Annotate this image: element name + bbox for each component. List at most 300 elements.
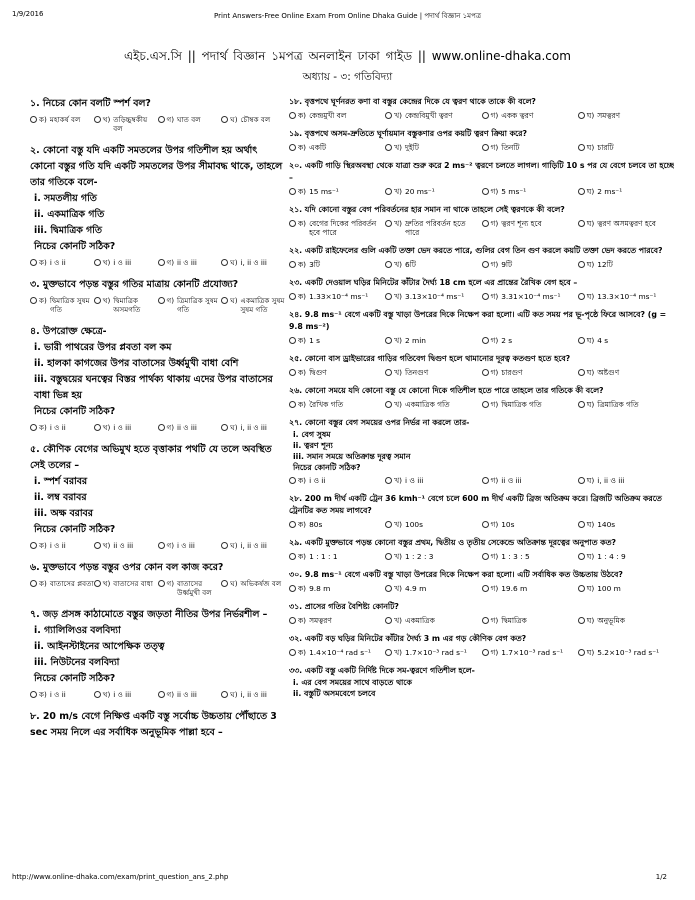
answer-option[interactable] [289, 260, 385, 269]
option-text: তিনগুণ [405, 368, 429, 377]
radio-button[interactable] [289, 369, 296, 376]
option-letter: খ) [394, 219, 402, 228]
answer-option[interactable] [94, 579, 158, 597]
radio-button[interactable] [578, 261, 585, 268]
radio-button[interactable] [289, 112, 296, 119]
answer-option[interactable] [289, 336, 385, 345]
question-text: ২০. একটি গাড়ি স্থিরঅবস্থা থেকে যাত্রা শুরু করে 2 ms⁻² ত্বরণে চলতে লাগল। গাড়িটি 10 s পর যে বেগে চলবে তা হচ্ছে – [289, 161, 674, 182]
answer-option[interactable] [289, 187, 385, 196]
answer-option[interactable] [578, 187, 674, 196]
answer-option[interactable] [289, 219, 385, 237]
answer-option[interactable] [385, 648, 481, 657]
answer-option[interactable] [221, 541, 285, 550]
radio-button[interactable] [221, 542, 228, 549]
answer-option[interactable] [158, 579, 222, 597]
option-letter: গ) [490, 187, 499, 196]
radio-button[interactable] [289, 261, 296, 268]
option-text: i ও ii [49, 541, 66, 550]
answer-option[interactable] [158, 258, 222, 267]
option-letter: ক) [39, 115, 47, 124]
radio-button[interactable] [289, 144, 296, 151]
option-letter: ক) [39, 541, 47, 550]
radio-button[interactable] [482, 617, 489, 624]
answer-option[interactable] [482, 584, 578, 593]
answer-option[interactable] [482, 336, 578, 345]
radio-button[interactable] [30, 297, 37, 304]
option-text: ত্বরণ অসমত্বরণ হবে [597, 219, 656, 228]
statement: i. ভারী পাথরের উপর প্লবতা বল কম [34, 342, 172, 353]
question [289, 385, 674, 409]
radio-button[interactable] [578, 144, 585, 151]
radio-button[interactable] [221, 691, 228, 698]
radio-button[interactable] [578, 521, 585, 528]
option-row [289, 552, 674, 561]
answer-option[interactable] [482, 368, 578, 377]
radio-button[interactable] [385, 337, 392, 344]
question-text: ৪. উপরোক্ত ক্ষেত্রে- [30, 326, 107, 337]
option-text: i ও iii [113, 690, 132, 699]
option-letter: গ) [166, 258, 175, 267]
radio-button[interactable] [578, 293, 585, 300]
answer-option[interactable] [578, 336, 674, 345]
radio-button[interactable] [578, 188, 585, 195]
radio-button[interactable] [578, 112, 585, 119]
answer-option[interactable] [482, 476, 578, 485]
option-letter: ক) [39, 296, 47, 305]
answer-option[interactable] [289, 520, 385, 529]
option-row [289, 584, 674, 593]
radio-button[interactable] [385, 553, 392, 560]
answer-option[interactable] [578, 400, 674, 409]
question-text: ১. নিচের কোন বলটি স্পর্শ বল? [30, 98, 151, 109]
radio-button[interactable] [289, 401, 296, 408]
answer-option[interactable] [385, 292, 481, 301]
radio-button[interactable] [578, 553, 585, 560]
radio-button[interactable] [385, 401, 392, 408]
answer-option[interactable] [289, 368, 385, 377]
option-text: 9.8 m [309, 584, 331, 593]
question-text: ৩১. প্রাসের গতির বৈশিষ্ট্য কোনটি? [289, 602, 399, 611]
option-letter: খ) [102, 579, 111, 588]
option-text: ii ও iii [177, 258, 197, 267]
radio-button[interactable] [289, 521, 296, 528]
answer-option[interactable] [94, 423, 158, 432]
answer-option[interactable] [289, 400, 385, 409]
radio-button[interactable] [221, 580, 228, 587]
radio-button[interactable] [482, 144, 489, 151]
answer-option[interactable] [385, 368, 481, 377]
answer-option[interactable] [578, 520, 674, 529]
option-letter: ঘ) [586, 260, 595, 269]
radio-button[interactable] [158, 691, 165, 698]
option-letter: ঘ) [586, 520, 595, 529]
answer-option[interactable] [221, 115, 285, 133]
answer-option[interactable] [482, 616, 578, 625]
radio-button[interactable] [94, 691, 101, 698]
statement: i. স্পর্শ বরাবর [34, 476, 88, 487]
answer-option[interactable] [578, 648, 674, 657]
option-text: ii ও iii [501, 476, 522, 485]
answer-option[interactable] [221, 296, 285, 314]
option-text: বাতাসের উর্ধ্বমুখী বল [177, 579, 212, 597]
statement: নিচের কোনটি সঠিক? [34, 524, 116, 535]
answer-option[interactable] [94, 541, 158, 550]
option-letter: ঘ) [230, 690, 238, 699]
question [30, 709, 285, 741]
option-letter: খ) [394, 260, 402, 269]
answer-option[interactable] [482, 187, 578, 196]
option-text: একমাত্রিক গতি [405, 400, 450, 409]
radio-button[interactable] [482, 369, 489, 376]
answer-option[interactable] [289, 143, 385, 152]
option-row [30, 296, 285, 314]
radio-button[interactable] [578, 369, 585, 376]
question [289, 277, 674, 301]
radio-button[interactable] [482, 261, 489, 268]
option-text: 15 ms⁻¹ [309, 187, 339, 196]
answer-option[interactable] [578, 219, 674, 237]
question [30, 442, 285, 550]
radio-button[interactable] [385, 521, 392, 528]
answer-option[interactable] [578, 616, 674, 625]
option-letter: ঘ) [586, 552, 595, 561]
question-text: ৮. 20 m/s বেগে নিক্ষিপ্ত একটি বস্তু সর্বোচ্চ উচ্চতায় পৌঁছাতে 3 sec সময় নিলে এর সর্বাধিক অনুভূমিক পাল্লা হবে – [30, 711, 277, 738]
option-letter: খ) [394, 648, 402, 657]
answer-option[interactable] [289, 552, 385, 561]
answer-option[interactable] [289, 584, 385, 593]
option-text: i, ii ও iii [240, 690, 267, 699]
answer-option[interactable] [385, 143, 481, 152]
answer-option[interactable] [482, 111, 578, 120]
answer-option[interactable] [578, 143, 674, 152]
option-letter: ক) [298, 336, 307, 345]
radio-button[interactable] [385, 261, 392, 268]
option-letter: ঘ) [586, 187, 595, 196]
radio-button[interactable] [289, 553, 296, 560]
answer-option[interactable] [578, 552, 674, 561]
answer-option[interactable] [578, 368, 674, 377]
option-text: চারটি [597, 143, 614, 152]
answer-option[interactable] [30, 258, 94, 267]
option-text: তড়িচ্চুম্বকীয় বল [113, 115, 148, 133]
radio-button[interactable] [158, 297, 165, 304]
answer-option[interactable] [482, 552, 578, 561]
radio-button[interactable] [158, 424, 165, 431]
radio-button[interactable] [385, 477, 392, 484]
question [289, 417, 674, 485]
option-text: 19.6 m [501, 584, 528, 593]
answer-option[interactable] [30, 541, 94, 550]
option-row [30, 541, 285, 550]
answer-option[interactable] [482, 143, 578, 152]
radio-button[interactable] [385, 649, 392, 656]
option-letter: ক) [298, 292, 307, 301]
question [289, 537, 674, 561]
radio-button[interactable] [482, 220, 489, 227]
answer-option[interactable] [289, 111, 385, 120]
option-letter: ক) [298, 520, 307, 529]
answer-option[interactable] [385, 476, 481, 485]
option-text: একমাত্রিক [405, 616, 435, 625]
print-url: http://www.online-dhaka.com/exam/print_question_ans_2.php [12, 873, 229, 881]
radio-button[interactable] [385, 293, 392, 300]
option-text: কেন্দ্রমুখী বল [309, 111, 347, 120]
radio-button[interactable] [221, 259, 228, 266]
option-row [289, 400, 674, 409]
radio-button[interactable] [94, 297, 101, 304]
radio-button[interactable] [385, 369, 392, 376]
radio-button[interactable] [578, 337, 585, 344]
answer-option[interactable] [221, 258, 285, 267]
option-letter: খ) [102, 258, 111, 267]
option-letter: গ) [490, 336, 499, 345]
answer-option[interactable] [385, 552, 481, 561]
radio-button[interactable] [385, 617, 392, 624]
option-text: দ্বিমাত্রিক [501, 616, 527, 625]
radio-button[interactable] [482, 188, 489, 195]
radio-button[interactable] [158, 259, 165, 266]
answer-option[interactable] [30, 296, 94, 314]
radio-button[interactable] [385, 112, 392, 119]
radio-button[interactable] [578, 617, 585, 624]
radio-button[interactable] [94, 424, 101, 431]
option-letter: ক) [298, 368, 307, 377]
radio-button[interactable] [289, 617, 296, 624]
radio-button[interactable] [94, 580, 101, 587]
option-letter: ক) [298, 400, 307, 409]
option-letter: ঘ) [586, 616, 595, 625]
radio-button[interactable] [482, 521, 489, 528]
option-letter: ঘ) [230, 258, 238, 267]
answer-option[interactable] [482, 648, 578, 657]
option-text: i ও ii [49, 258, 66, 267]
radio-button[interactable] [385, 585, 392, 592]
answer-option[interactable] [289, 648, 385, 657]
answer-option[interactable] [158, 115, 222, 133]
option-row [30, 115, 285, 133]
radio-button[interactable] [30, 580, 37, 587]
answer-option[interactable] [30, 690, 94, 699]
radio-button[interactable] [30, 691, 37, 698]
radio-button[interactable] [578, 649, 585, 656]
answer-option[interactable] [385, 260, 481, 269]
option-letter: গ) [490, 648, 499, 657]
radio-button[interactable] [482, 293, 489, 300]
option-text: তিনটি [501, 143, 520, 152]
option-letter: ঘ) [586, 584, 595, 593]
answer-option[interactable] [385, 520, 481, 529]
answer-option[interactable] [578, 260, 674, 269]
radio-button[interactable] [94, 542, 101, 549]
option-text: অনুভূমিক [597, 616, 625, 625]
radio-button[interactable] [385, 144, 392, 151]
radio-button[interactable] [385, 220, 392, 227]
option-text: সমত্বরণ [309, 616, 332, 625]
radio-button[interactable] [482, 649, 489, 656]
radio-button[interactable] [30, 116, 37, 123]
statement-list [289, 677, 674, 699]
option-text: i ও ii [309, 476, 326, 485]
option-text: i ও ii [49, 690, 66, 699]
radio-button[interactable] [482, 585, 489, 592]
option-text: i ও iii [113, 258, 132, 267]
question [289, 569, 674, 593]
answer-option[interactable] [578, 584, 674, 593]
option-text: 1.7×10⁻³ rad s⁻¹ [501, 648, 564, 657]
radio-button[interactable] [289, 220, 296, 227]
answer-option[interactable] [482, 219, 578, 237]
radio-button[interactable] [289, 649, 296, 656]
answer-option[interactable] [289, 292, 385, 301]
option-text: 1.33×10⁻⁴ ms⁻¹ [309, 292, 369, 301]
option-letter: ঘ) [586, 111, 595, 120]
radio-button[interactable] [482, 112, 489, 119]
answer-option[interactable] [482, 400, 578, 409]
answer-option[interactable] [482, 292, 578, 301]
option-row [30, 423, 285, 432]
answer-option[interactable] [482, 520, 578, 529]
question-text: ১৮. বৃত্তপথে ঘূর্ণনরত কণা বা বস্তুর কেন্দ্রের দিকে যে ত্বরণ থাকে তাকে কী বলে? [289, 97, 536, 106]
answer-option[interactable] [578, 111, 674, 120]
answer-option[interactable] [221, 690, 285, 699]
option-letter: গ) [166, 423, 175, 432]
option-text: 5 ms⁻¹ [501, 187, 527, 196]
option-letter: খ) [102, 541, 111, 550]
answer-option[interactable] [385, 400, 481, 409]
answer-option[interactable] [221, 579, 285, 597]
option-letter: খ) [102, 690, 111, 699]
radio-button[interactable] [30, 424, 37, 431]
radio-button[interactable] [30, 542, 37, 549]
answer-option[interactable] [385, 187, 481, 196]
radio-button[interactable] [289, 337, 296, 344]
statement: ii. একমাত্রিক গতি [34, 209, 105, 220]
radio-button[interactable] [221, 116, 228, 123]
answer-option[interactable] [385, 336, 481, 345]
option-text: ii ও iii [177, 423, 197, 432]
option-letter: ক) [298, 584, 307, 593]
radio-button[interactable] [158, 542, 165, 549]
option-text: 1 : 1 : 1 [309, 552, 338, 561]
radio-button[interactable] [94, 259, 101, 266]
chapter-title: অধ্যায় - ৩: গতিবিদ্যা [302, 71, 393, 83]
answer-option[interactable] [94, 690, 158, 699]
option-row [289, 219, 674, 237]
answer-option[interactable] [385, 219, 481, 237]
answer-option[interactable] [30, 115, 94, 133]
option-letter: খ) [394, 368, 402, 377]
radio-button[interactable] [94, 116, 101, 123]
option-text: i, ii ও iii [240, 423, 267, 432]
radio-button[interactable] [221, 297, 228, 304]
radio-button[interactable] [158, 580, 165, 587]
radio-button[interactable] [578, 477, 585, 484]
statement: নিচের কোনটি সঠিক? [34, 406, 116, 417]
answer-option[interactable] [158, 690, 222, 699]
option-letter: ঘ) [586, 648, 595, 657]
radio-button[interactable] [482, 337, 489, 344]
option-text: 1 s [309, 336, 320, 345]
option-text: বাতাসের বাধা [113, 579, 153, 588]
question [289, 633, 674, 657]
statement: ii. বস্তুটি অসমবেগে চলবে [293, 689, 376, 698]
option-text: ঘাত বল [177, 115, 201, 124]
radio-button[interactable] [289, 293, 296, 300]
option-letter: খ) [394, 292, 402, 301]
answer-option[interactable] [158, 423, 222, 432]
right-question-column [289, 96, 674, 871]
question-text: ৭. জড় প্রসঙ্গ কাঠামোতে বস্তুর জড়তা নীতির উপর নির্ভরশীল – [30, 609, 268, 620]
option-row [30, 690, 285, 699]
radio-button[interactable] [289, 188, 296, 195]
answer-option[interactable] [578, 292, 674, 301]
answer-option[interactable] [94, 115, 158, 133]
answer-option[interactable] [30, 423, 94, 432]
radio-button[interactable] [30, 259, 37, 266]
option-letter: ক) [39, 690, 47, 699]
radio-button[interactable] [578, 401, 585, 408]
option-text: দ্রুতির পরিবর্তন হতে পারে [405, 219, 466, 237]
option-letter: ঘ) [586, 292, 595, 301]
question-text: ১৯. বৃত্তপথে অসম-দ্রুতিতে ঘূর্ণায়মান বস্তুকণার ওপর কয়টি ত্বরণ ক্রিয়া করে? [289, 129, 527, 138]
option-text: দ্বিমাত্রিক অসমগতি [113, 296, 141, 314]
option-letter: গ) [166, 296, 175, 305]
option-text: চারগুণ [501, 368, 523, 377]
answer-option[interactable] [289, 476, 385, 485]
radio-button[interactable] [482, 477, 489, 484]
answer-option[interactable] [385, 616, 481, 625]
answer-option[interactable] [94, 258, 158, 267]
answer-option[interactable] [158, 541, 222, 550]
answer-option[interactable] [385, 584, 481, 593]
option-text: i ও iii [177, 541, 195, 550]
statement: নিচের কোনটি সঠিক? [293, 463, 361, 472]
answer-option[interactable] [30, 579, 94, 597]
answer-option[interactable] [221, 423, 285, 432]
answer-option[interactable] [482, 260, 578, 269]
statement-list [30, 623, 285, 687]
option-letter: গ) [166, 115, 175, 124]
radio-button[interactable] [482, 401, 489, 408]
answer-option[interactable] [578, 476, 674, 485]
answer-option[interactable] [94, 296, 158, 314]
radio-button[interactable] [289, 585, 296, 592]
option-text: ত্রিমাত্রিক সুষম গতি [177, 296, 218, 314]
option-text: 6টি [405, 260, 416, 269]
option-letter: ঘ) [586, 400, 595, 409]
radio-button[interactable] [578, 220, 585, 227]
radio-button[interactable] [158, 116, 165, 123]
option-text: সমত্বরণ [597, 111, 620, 120]
question [289, 245, 674, 269]
radio-button[interactable] [385, 188, 392, 195]
answer-option[interactable] [385, 111, 481, 120]
radio-button[interactable] [482, 553, 489, 560]
option-text: চৌম্বক বল [240, 115, 271, 124]
statement: i. বেগ সুষম [293, 430, 331, 439]
option-letter: ক) [298, 616, 307, 625]
radio-button[interactable] [289, 477, 296, 484]
option-letter: ক) [298, 476, 307, 485]
radio-button[interactable] [221, 424, 228, 431]
answer-option[interactable] [158, 296, 222, 314]
option-text: 4 s [597, 336, 609, 345]
radio-button[interactable] [578, 585, 585, 592]
option-text: 1.7×10⁻³ rad s⁻¹ [405, 648, 467, 657]
option-letter: ক) [298, 143, 307, 152]
question [30, 277, 285, 314]
answer-option[interactable] [289, 616, 385, 625]
